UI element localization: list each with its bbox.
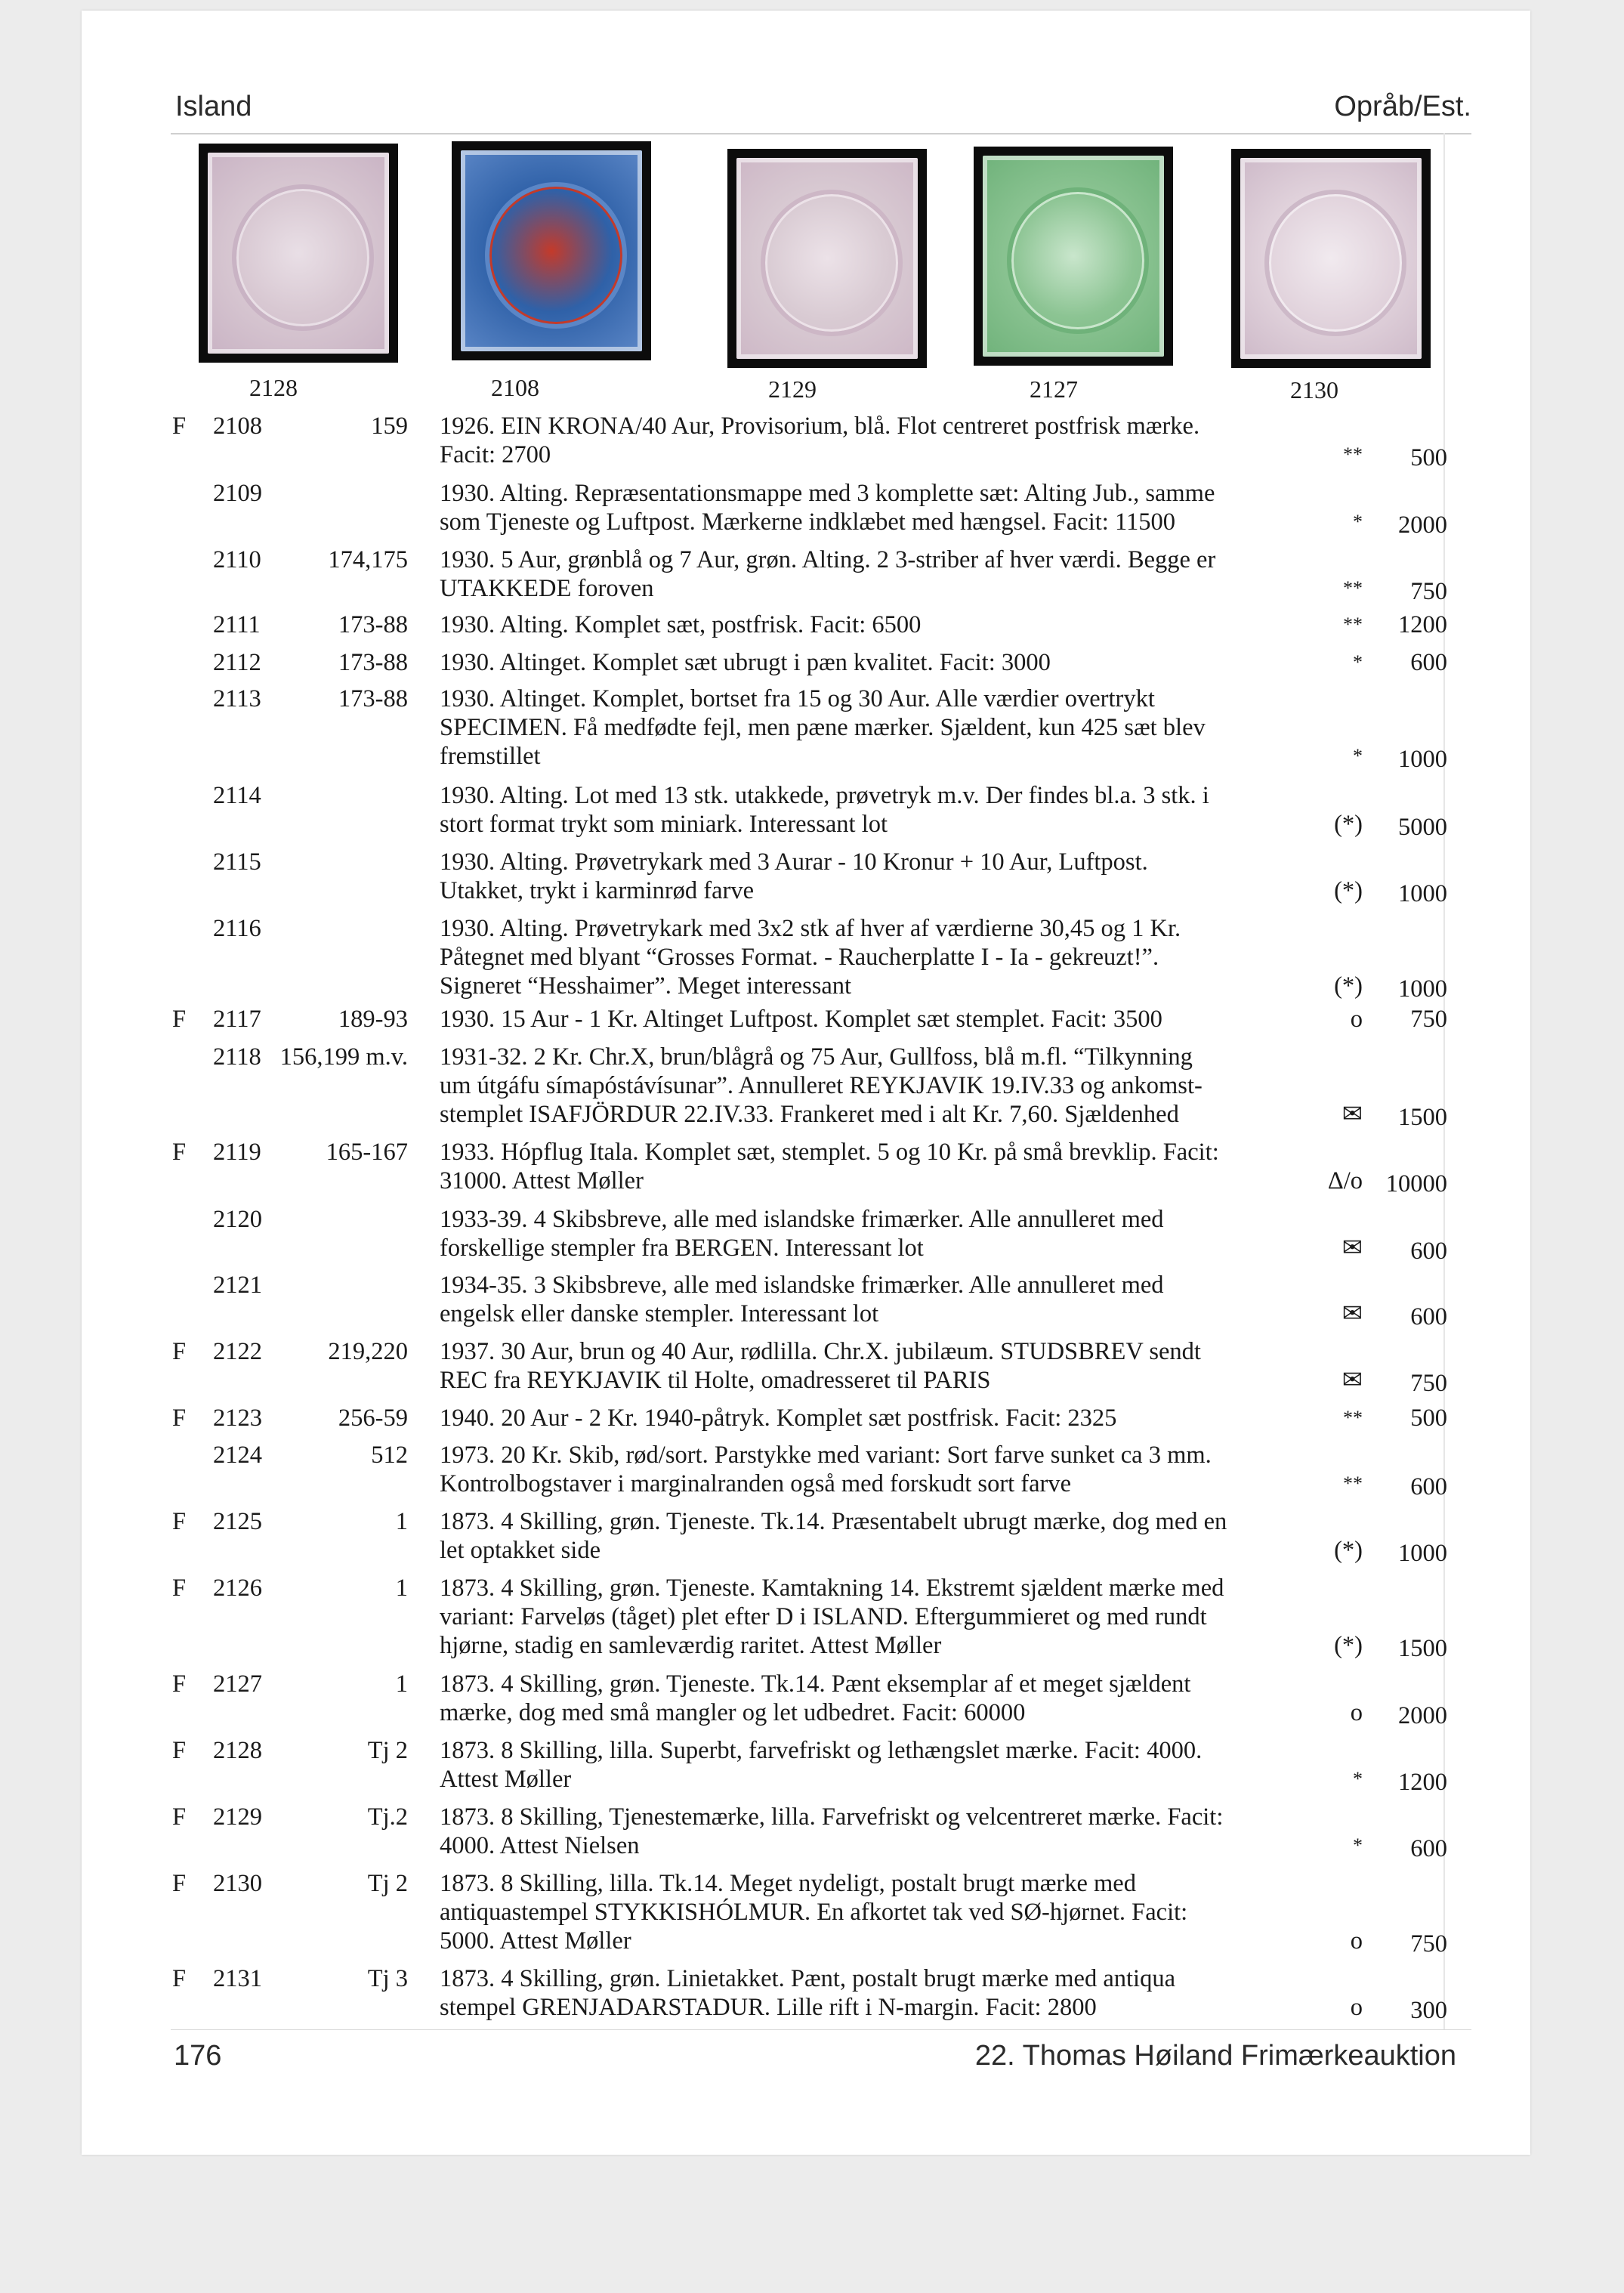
condition-symbol: ** bbox=[1343, 577, 1363, 599]
stamp-oval-frame bbox=[232, 184, 374, 331]
stamp-image bbox=[727, 149, 927, 368]
description-line: som Tjeneste og Luftpost. Mærkerne indklæbet med hængsel. Facit: 11500 bbox=[440, 508, 1175, 536]
lot-description bbox=[440, 848, 1320, 905]
lot-description bbox=[440, 685, 1320, 771]
header-divider bbox=[171, 133, 1471, 134]
featured-flag: F bbox=[172, 1508, 187, 1535]
condition-symbol: ** bbox=[1343, 443, 1363, 465]
stamp-image bbox=[452, 141, 651, 360]
description-line: stempel GRENJADARSTADUR. Lille rift i N-margin. Facit: 2800 bbox=[440, 1994, 1097, 2021]
estimate-price: 5000 bbox=[1398, 814, 1447, 841]
description-line: variant: Farveløs (tåget) plet efter D i ISLAND. Eftergummieret og med rundt bbox=[440, 1603, 1207, 1630]
description-line: 1937. 30 Aur, brun og 40 Aur, rødlilla. Chr.X. jubilæum. STUDSBREV sendt bbox=[440, 1338, 1201, 1365]
stamp-lot-label: 2130 bbox=[1290, 376, 1338, 403]
catalogue-reference: 1 bbox=[395, 1575, 408, 1602]
lot-number: 2125 bbox=[213, 1508, 262, 1535]
description-line: 1930. Alting. Prøvetrykark med 3 Aurar - 10 Kronur + 10 Aur, Luftpost. bbox=[440, 848, 1148, 876]
description-line: SPECIMEN. Få medfødte fejl, men pæne mærker. Sjældent, kun 425 sæt blev bbox=[440, 714, 1206, 741]
lot-description bbox=[440, 1507, 1320, 1565]
stamp-lot-label: 2108 bbox=[491, 374, 539, 401]
description-line: engelsk eller danske stempler. Interessant lot bbox=[440, 1300, 879, 1327]
condition-symbol: o bbox=[1350, 1699, 1363, 1726]
description-line: hjørne, stadig en samleværdig raritet. Attest Møller bbox=[440, 1632, 942, 1659]
lot-description bbox=[440, 1138, 1320, 1195]
stamp-lot-label: 2128 bbox=[249, 374, 298, 401]
description-line: 1933. Hópflug Itala. Komplet sæt, stemplet. 5 og 10 Kr. på små brevklip. Facit: bbox=[440, 1139, 1219, 1166]
featured-flag: F bbox=[172, 1737, 187, 1764]
lot-description bbox=[440, 1337, 1320, 1395]
catalogue-reference: Tj 2 bbox=[367, 1870, 408, 1897]
lot-number: 2108 bbox=[213, 413, 262, 440]
condition-symbol: Δ/o bbox=[1327, 1167, 1363, 1194]
lot-number: 2111 bbox=[213, 611, 261, 638]
catalogue-reference: 219,220 bbox=[328, 1338, 408, 1365]
catalogue-reference: 1 bbox=[395, 1670, 408, 1698]
page-number: 176 bbox=[174, 2040, 222, 2072]
condition-symbol: ✉ bbox=[1341, 1300, 1363, 1327]
estimate-price: 500 bbox=[1410, 1405, 1447, 1432]
condition-symbol: ✉ bbox=[1341, 1101, 1363, 1128]
condition-symbol: o bbox=[1350, 1994, 1363, 2021]
estimate-price: 750 bbox=[1410, 1930, 1447, 1958]
description-line: Signeret “Hesshaimer”. Meget interessant bbox=[440, 972, 852, 1000]
catalogue-reference: 174,175 bbox=[328, 546, 408, 573]
lot-description bbox=[440, 1005, 1320, 1034]
lot-number: 2117 bbox=[213, 1006, 261, 1033]
featured-flag: F bbox=[172, 413, 187, 440]
lot-description bbox=[440, 1271, 1320, 1328]
description-line: 1930. Altinget. Komplet, bortset fra 15 og 30 Aur. Alle værdier overtrykt bbox=[440, 685, 1155, 712]
description-line: Utakket, trykt i karminrød farve bbox=[440, 877, 755, 904]
description-line: 1873. 4 Skilling, grøn. Tjeneste. Tk.14. Pænt eksemplar af et meget sjældent bbox=[440, 1670, 1191, 1698]
estimate-price: 1500 bbox=[1398, 1635, 1447, 1662]
catalogue-reference: Tj.2 bbox=[367, 1803, 408, 1831]
description-line: 1873. 4 Skilling, grøn. Linietakket. Pænt, postalt brugt mærke med antiqua bbox=[440, 1965, 1176, 1992]
description-line: forskellige stempler fra BERGEN. Interessant lot bbox=[440, 1235, 924, 1262]
lot-description bbox=[440, 1803, 1320, 1860]
condition-symbol: ** bbox=[1343, 613, 1363, 635]
catalogue-reference: 159 bbox=[371, 413, 408, 440]
condition-symbol: ** bbox=[1343, 1473, 1363, 1494]
lot-number: 2128 bbox=[213, 1737, 262, 1764]
description-line: stort format trykt som miniark. Interessant lot bbox=[440, 811, 888, 838]
featured-flag: F bbox=[172, 1338, 187, 1365]
featured-flag: F bbox=[172, 1405, 187, 1432]
estimate-price: 600 bbox=[1410, 649, 1447, 676]
catalogue-reference: 165-167 bbox=[326, 1139, 408, 1166]
description-line: REC fra REYKJAVIK til Holte, omadresseret til PARIS bbox=[440, 1367, 991, 1394]
condition-symbol: * bbox=[1353, 1834, 1363, 1856]
featured-flag: F bbox=[172, 1006, 187, 1033]
featured-flag: F bbox=[172, 1670, 187, 1698]
estimate-price: 2000 bbox=[1398, 1702, 1447, 1729]
catalogue-reference: 256-59 bbox=[338, 1405, 408, 1432]
description-line: 1873. 8 Skilling, Tjenestemærke, lilla. Farvefriskt og velcentreret mærke. Facit: bbox=[440, 1803, 1224, 1831]
catalogue-reference: Tj 3 bbox=[367, 1965, 408, 1992]
description-line: fremstillet bbox=[440, 743, 541, 770]
stamp-paper bbox=[208, 153, 389, 354]
lot-description bbox=[440, 1574, 1320, 1660]
lot-number: 2113 bbox=[213, 685, 261, 712]
catalogue-reference: 173-88 bbox=[338, 685, 408, 712]
lot-number: 2109 bbox=[213, 480, 262, 507]
catalogue-reference: 173-88 bbox=[338, 649, 408, 676]
description-line: 1934-35. 3 Skibsbreve, alle med islandske frimærker. Alle annulleret med bbox=[440, 1272, 1164, 1299]
description-line: Påtegnet med blyant “Grosses Format. - Raucherplatte I - Ia - gekreuzt!”. bbox=[440, 944, 1159, 971]
condition-symbol: o bbox=[1350, 1006, 1363, 1033]
lot-description bbox=[440, 781, 1320, 839]
description-line: 1940. 20 Aur - 2 Kr. 1940-påtryk. Komplet sæt postfrisk. Facit: 2325 bbox=[440, 1405, 1117, 1432]
condition-symbol: (*) bbox=[1334, 972, 1363, 1000]
lot-description bbox=[440, 1869, 1320, 1955]
estimate-price: 600 bbox=[1410, 1303, 1447, 1330]
estimate-price: 1000 bbox=[1398, 1540, 1447, 1567]
condition-symbol: ✉ bbox=[1341, 1235, 1363, 1262]
description-line: 1873. 4 Skilling, grøn. Tjeneste. Tk.14. Præsentabelt ubrugt mærke, dog med en bbox=[440, 1508, 1227, 1535]
estimate-price: 1000 bbox=[1398, 975, 1447, 1003]
stamp-image bbox=[974, 147, 1173, 366]
lot-number: 2124 bbox=[213, 1442, 262, 1469]
estimate-price: 500 bbox=[1410, 444, 1447, 471]
auction-title: 22. Thomas Høiland Frimærkeauktion bbox=[974, 2040, 1456, 2072]
lot-description bbox=[440, 914, 1320, 1000]
lot-number: 2127 bbox=[213, 1670, 262, 1698]
estimate-price: 750 bbox=[1410, 1006, 1447, 1033]
header-column-label: Opråb/Est. bbox=[1334, 91, 1471, 122]
stamp-oval-frame bbox=[1264, 190, 1406, 336]
condition-symbol: * bbox=[1353, 1768, 1363, 1790]
estimate-price: 750 bbox=[1410, 578, 1447, 605]
condition-symbol: (*) bbox=[1334, 1537, 1363, 1564]
estimate-price: 1000 bbox=[1398, 746, 1447, 773]
description-line: 1933-39. 4 Skibsbreve, alle med islandske frimærker. Alle annulleret med bbox=[440, 1206, 1164, 1233]
estimate-price: 1200 bbox=[1398, 611, 1447, 638]
featured-flag: F bbox=[172, 1575, 187, 1602]
condition-symbol: (*) bbox=[1334, 1632, 1363, 1659]
lot-number: 2122 bbox=[213, 1338, 262, 1365]
header-country: Island bbox=[175, 91, 252, 122]
description-line: stemplet ISAFJÖRDUR 22.IV.33. Frankeret med i alt Kr. 7,60. Sjældenhed bbox=[440, 1101, 1179, 1128]
description-line: 1930. Alting. Lot med 13 stk. utakkede, prøvetryk m.v. Der findes bl.a. 3 stk. i bbox=[440, 782, 1209, 809]
lot-description bbox=[440, 1404, 1320, 1432]
lot-number: 2131 bbox=[213, 1965, 262, 1992]
description-line: 1973. 20 Kr. Skib, rød/sort. Parstykke med variant: Sort farve sunket ca 3 mm. bbox=[440, 1442, 1212, 1469]
lot-description bbox=[440, 1736, 1320, 1794]
lot-number: 2120 bbox=[213, 1206, 262, 1233]
catalogue-reference: Tj 2 bbox=[367, 1737, 408, 1764]
lot-number: 2123 bbox=[213, 1405, 262, 1432]
description-line: 1930. 5 Aur, grønblå og 7 Aur, grøn. Alting. 2 3-striber af hver værdi. Begge er bbox=[440, 546, 1216, 573]
condition-symbol: (*) bbox=[1334, 877, 1363, 904]
condition-symbol: * bbox=[1353, 511, 1363, 533]
estimate-price: 10000 bbox=[1385, 1170, 1447, 1197]
description-line: um útgáfu símapóstávísunar”. Annulleret REYKJAVIK 19.IV.33 og ankomst- bbox=[440, 1072, 1203, 1099]
lot-description bbox=[440, 1964, 1320, 2022]
description-line: 1873. 8 Skilling, lilla. Superbt, farvefriskt og lethængslet mærke. Facit: 4000. bbox=[440, 1737, 1203, 1764]
stamp-image bbox=[1231, 149, 1431, 368]
condition-symbol: (*) bbox=[1334, 811, 1363, 838]
estimate-price: 1000 bbox=[1398, 880, 1447, 907]
catalogue-reference: 156,199 m.v. bbox=[279, 1043, 408, 1071]
lot-description bbox=[440, 479, 1320, 536]
description-line: let optakket side bbox=[440, 1537, 601, 1564]
stamp-oval-frame bbox=[485, 182, 627, 329]
lot-description bbox=[440, 1043, 1320, 1129]
stamp-image bbox=[199, 144, 398, 363]
stamp-paper bbox=[461, 150, 642, 351]
description-line: 1930. Alting. Repræsentationsmappe med 3 komplette sæt: Alting Jub., samme bbox=[440, 480, 1215, 507]
lot-number: 2119 bbox=[213, 1139, 261, 1166]
lot-number: 2116 bbox=[213, 915, 261, 942]
estimate-price: 600 bbox=[1410, 1238, 1447, 1265]
lot-number: 2129 bbox=[213, 1803, 262, 1831]
featured-flag: F bbox=[172, 1870, 187, 1897]
condition-symbol: ** bbox=[1343, 1407, 1363, 1429]
featured-flag: F bbox=[172, 1803, 187, 1831]
description-line: 31000. Attest Møller bbox=[440, 1167, 644, 1194]
description-line: 1873. 8 Skilling, lilla. Tk.14. Meget nydeligt, postalt brugt mærke med bbox=[440, 1870, 1136, 1897]
description-line: 1931-32. 2 Kr. Chr.X, brun/blågrå og 75 Aur, Gullfoss, blå m.fl. “Tilkynning bbox=[440, 1043, 1193, 1071]
description-line: 1930. Alting. Komplet sæt, postfrisk. Facit: 6500 bbox=[440, 611, 922, 638]
catalogue-reference: 512 bbox=[371, 1442, 408, 1469]
stamp-oval-frame bbox=[761, 190, 903, 336]
catalogue-reference: 189-93 bbox=[338, 1006, 408, 1033]
description-line: 1930. Altinget. Komplet sæt ubrugt i pæn kvalitet. Facit: 3000 bbox=[440, 649, 1051, 676]
featured-flag: F bbox=[172, 1965, 187, 1992]
description-line: Kontrolbogstaver i marginalranden også med forskudt sort farve bbox=[440, 1470, 1072, 1497]
description-line: Facit: 2700 bbox=[440, 441, 551, 468]
lot-description bbox=[440, 545, 1320, 603]
condition-symbol: * bbox=[1353, 651, 1363, 673]
lot-description bbox=[440, 412, 1320, 469]
condition-symbol: o bbox=[1350, 1927, 1363, 1955]
condition-symbol: * bbox=[1353, 745, 1363, 767]
estimate-price: 600 bbox=[1410, 1835, 1447, 1862]
estimate-price: 750 bbox=[1410, 1370, 1447, 1397]
condition-symbol: ✉ bbox=[1341, 1367, 1363, 1394]
description-line: 1930. 15 Aur - 1 Kr. Altinget Luftpost. Komplet sæt stemplet. Facit: 3500 bbox=[440, 1006, 1162, 1033]
description-line: 1930. Alting. Prøvetrykark med 3x2 stk af hver af værdierne 30,45 og 1 Kr. bbox=[440, 915, 1181, 942]
lot-number: 2121 bbox=[213, 1272, 262, 1299]
stamp-oval-frame bbox=[1007, 187, 1149, 334]
lot-description bbox=[440, 1441, 1320, 1498]
catalogue-reference: 173-88 bbox=[338, 611, 408, 638]
estimate-price: 1200 bbox=[1398, 1769, 1447, 1796]
catalogue-reference: 1 bbox=[395, 1508, 408, 1535]
lot-number: 2118 bbox=[213, 1043, 261, 1071]
description-line: antiquastempel STYKKISHÓLMUR. En afkortet tak ved SØ-hjørnet. Facit: bbox=[440, 1899, 1188, 1926]
featured-flag: F bbox=[172, 1139, 187, 1166]
lot-number: 2115 bbox=[213, 848, 261, 876]
footer-divider bbox=[171, 2029, 1471, 2030]
stamp-paper bbox=[983, 156, 1164, 357]
estimate-price: 1500 bbox=[1398, 1104, 1447, 1131]
estimate-price: 2000 bbox=[1398, 511, 1447, 539]
lot-description bbox=[440, 648, 1320, 677]
stamp-paper bbox=[1240, 158, 1422, 359]
description-line: Attest Møller bbox=[440, 1766, 572, 1793]
lot-number: 2130 bbox=[213, 1870, 262, 1897]
estimate-price: 300 bbox=[1410, 1997, 1447, 2024]
description-line: 5000. Attest Møller bbox=[440, 1927, 631, 1955]
description-line: UTAKKEDE foroven bbox=[440, 575, 654, 602]
lot-description bbox=[440, 1670, 1320, 1727]
right-margin-line bbox=[1443, 133, 1445, 2029]
stamp-lot-label: 2127 bbox=[1030, 375, 1078, 403]
lot-description bbox=[440, 1205, 1320, 1262]
description-line: 4000. Attest Nielsen bbox=[440, 1832, 640, 1859]
estimate-price: 600 bbox=[1410, 1473, 1447, 1500]
lot-number: 2114 bbox=[213, 782, 261, 809]
description-line: 1873. 4 Skilling, grøn. Tjeneste. Kamtakning 14. Ekstremt sjældent mærke med bbox=[440, 1575, 1224, 1602]
lot-number: 2112 bbox=[213, 649, 261, 676]
description-line: mærke, dog med små mangler og let udbedret. Facit: 60000 bbox=[440, 1699, 1026, 1726]
stamp-lot-label: 2129 bbox=[768, 375, 817, 403]
lot-description bbox=[440, 610, 1320, 639]
stamp-paper bbox=[736, 158, 918, 359]
lot-number: 2110 bbox=[213, 546, 261, 573]
lot-number: 2126 bbox=[213, 1575, 262, 1602]
description-line: 1926. EIN KRONA/40 Aur, Provisorium, blå. Flot centreret postfrisk mærke. bbox=[440, 413, 1200, 440]
